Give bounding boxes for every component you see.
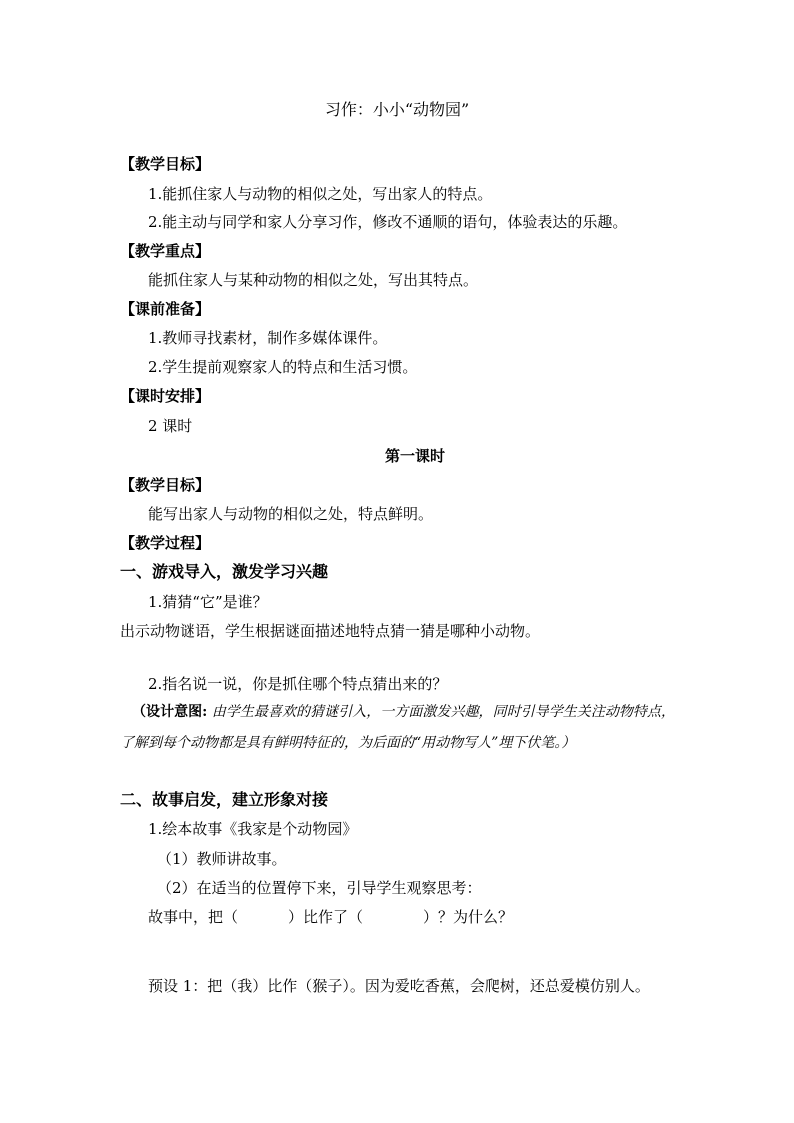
- goal-item-1: 1.能抓住家人与动物的相似之处，写出家人的特点。: [148, 185, 493, 203]
- design-intent-label: （设计意图:: [132, 704, 208, 720]
- preset-1: 预设 1：把（我）比作（猴子）。因为爱吃香蕉，会爬树，还总爱模仿别人。: [148, 977, 650, 995]
- section-heading-teaching-goals: 【教学目标】: [120, 155, 211, 173]
- section-heading-preparation: 【课前准备】: [120, 300, 211, 318]
- focus-text: 能抓住家人与某种动物的相似之处，写出其特点。: [148, 271, 479, 289]
- prep-item-1: 1.教师寻找素材，制作多媒体课件。: [148, 329, 388, 347]
- prep-item-2: 2.学生提前观察家人的特点和生活习惯。: [148, 358, 418, 376]
- part2-item-1: 1.绘本故事《我家是个动物园》: [148, 820, 358, 838]
- part1-question-1-desc: 出示动物谜语，学生根据谜面描述地特点猜一猜是哪种小动物。: [120, 622, 541, 640]
- design-intent-text: 由学生最喜欢的猜谜引入，一方面激发兴趣，同时引导学生关注动物特点，了解到每个动物都是具有鲜明特征的，为后面的“用动物写人”埋下伏笔。）: [120, 704, 676, 751]
- part1-question-2: 2.指名说一说，你是抓住哪个特点猜出来的？: [148, 675, 448, 693]
- part2-question-part-b: ）比作了（: [288, 908, 364, 926]
- part1-question-1: 1.猜猜“它”是谁？: [148, 593, 268, 611]
- goal-item-2: 2.能主动与同学和家人分享习作，修改不通顺的语句，体验表达的乐趣。: [148, 213, 628, 231]
- section-heading-teaching-goals-2: 【教学目标】: [120, 476, 211, 494]
- part2-sub-2: （2）在适当的位置停下来，引导学生观察思考：: [157, 879, 482, 897]
- goal2-text: 能写出家人与动物的相似之处，特点鲜明。: [148, 505, 434, 523]
- section-heading-teaching-focus: 【教学重点】: [120, 242, 211, 260]
- part2-question: [148, 907, 513, 927]
- lesson-heading: 第一课时: [384, 447, 445, 465]
- page-title: 习作：小小“动物园”: [324, 100, 470, 119]
- section-heading-schedule: 【课时安排】: [120, 387, 211, 405]
- part2-question-part-c: ）？为什么？: [423, 908, 514, 926]
- part2-question-part-a: 故事中，把（: [148, 908, 239, 926]
- part2-sub-1: （1）教师讲故事。: [157, 850, 287, 868]
- part2-heading: 二、故事启发，建立形象对接: [120, 790, 329, 809]
- section-heading-process: 【教学过程】: [120, 534, 211, 552]
- part1-heading: 一、游戏导入，激发学习兴趣: [120, 562, 329, 581]
- design-intent-note: [120, 697, 675, 759]
- schedule-text: 2 课时: [148, 417, 193, 435]
